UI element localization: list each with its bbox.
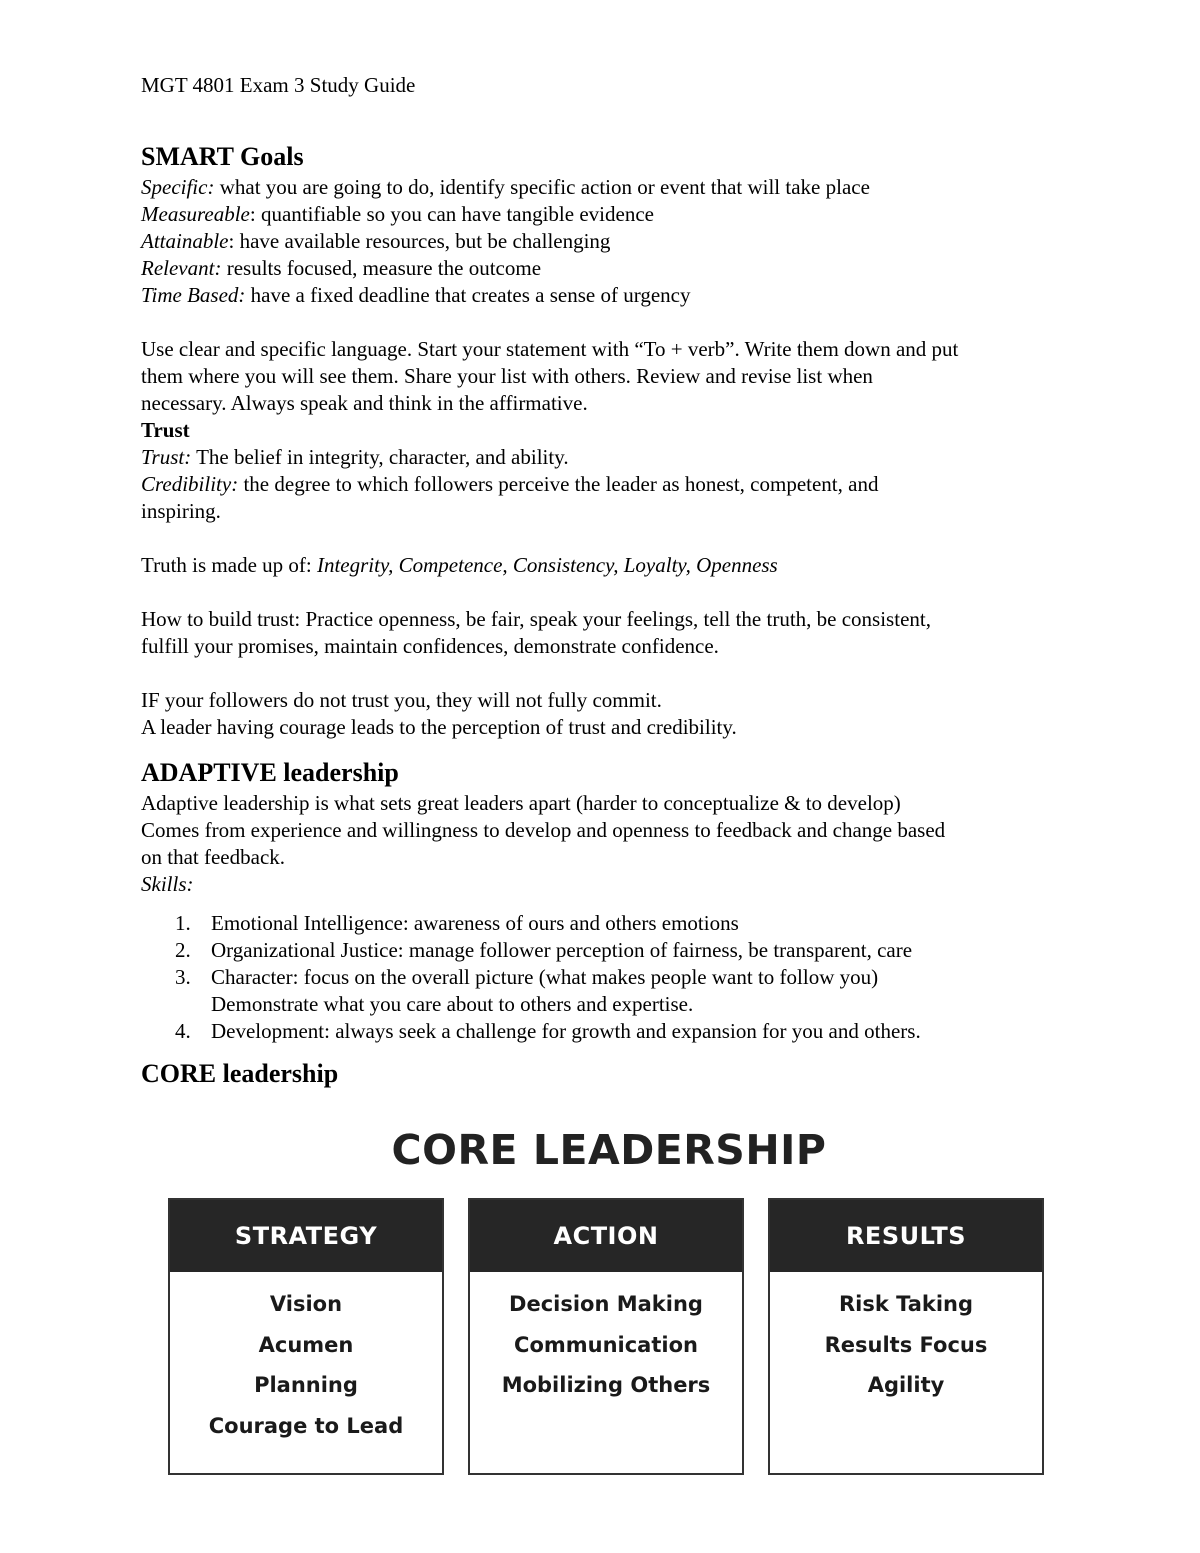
skills-list	[141, 910, 1071, 1045]
action-item: Communication	[514, 1332, 698, 1357]
strategy-item: Vision	[269, 1292, 343, 1316]
smart-paragraph-line-3: necessary. Always speak and think in the affirmative.	[141, 391, 588, 415]
truth-prefix: Truth is made up of:	[141, 553, 317, 577]
document-title: MGT 4801 Exam 3 Study Guide	[141, 73, 416, 97]
credibility-term: Credibility:	[141, 472, 239, 496]
list-number: 2.	[175, 938, 191, 962]
smart-goals-heading: SMART Goals	[141, 142, 304, 171]
smart-time-based	[141, 282, 1071, 309]
smart-specific-text: what you are going to do, identify specific action or event that will take place	[214, 175, 870, 199]
document-page	[141, 70, 1071, 1091]
smart-relevant-text: results focused, measure the outcome	[221, 256, 542, 280]
trust-term: Trust:	[141, 445, 192, 469]
strategy-item: Courage to Lead	[208, 1413, 404, 1438]
smart-time-based-term: Time Based:	[141, 283, 246, 307]
adaptive-line-2: Comes from experience and willingness to develop and openness to feedback and change based	[141, 818, 946, 842]
list-text: Character: focus on the overall picture (what makes people want to follow you)	[211, 965, 879, 989]
trust-text: The belief in integrity, character, and ability.	[191, 445, 569, 469]
list-number: 3.	[175, 965, 191, 989]
truth-items: Integrity, Competence, Consistency, Loyalty, Openness	[316, 553, 778, 577]
results-item: Results Focus	[824, 1332, 988, 1357]
adaptive-leadership-heading: ADAPTIVE leadership	[141, 758, 399, 787]
commit-line-1: IF your followers do not trust you, they will not fully commit.	[141, 688, 662, 712]
list-number: 4.	[175, 1019, 191, 1043]
adaptive-line-3: on that feedback.	[141, 845, 286, 869]
trust-definition	[141, 444, 1071, 471]
list-text: Organizational Justice: manage follower perception of fairness, be transparent, care	[211, 938, 913, 962]
skills-label: Skills:	[141, 872, 194, 896]
list-text: Demonstrate what you care about to others and expertise.	[211, 992, 694, 1016]
smart-measureable-term: Measureable	[141, 202, 250, 226]
commit-line-2: A leader having courage leads to the perception of trust and credibility.	[141, 715, 737, 739]
results-item: Agility	[867, 1373, 945, 1397]
credibility-definition-cont: inspiring.	[141, 499, 221, 523]
smart-time-based-text: have a fixed deadline that creates a sense of urgency	[245, 283, 691, 307]
action-item: Decision Making	[509, 1292, 703, 1316]
results-header: RESULTS	[770, 1200, 1042, 1272]
smart-specific-term: Specific:	[141, 175, 215, 199]
smart-attainable	[141, 228, 1071, 255]
list-item-continuation	[141, 991, 1071, 1018]
list-item	[141, 1018, 1071, 1045]
action-box	[468, 1198, 744, 1475]
smart-attainable-text: : have available resources, but be challenging	[228, 229, 611, 253]
smart-measureable-text: : quantifiable so you can have tangible evidence	[249, 202, 654, 226]
list-item	[141, 910, 1071, 937]
build-trust-line-2: fulfill your promises, maintain confidences, demonstrate confidence.	[141, 634, 719, 658]
smart-relevant	[141, 255, 1071, 282]
adaptive-line-1: Adaptive leadership is what sets great leaders apart (harder to conceptualize & to develop)	[141, 791, 901, 815]
smart-measureable	[141, 201, 1071, 228]
smart-specific	[141, 174, 1071, 201]
build-trust-line-1: How to build trust: Practice openness, be fair, speak your feelings, tell the truth, be consistent,	[141, 607, 931, 631]
smart-attainable-term: Attainable	[141, 229, 229, 253]
smart-paragraph-line-2: them where you will see them. Share your list with others. Review and revise list when	[141, 364, 873, 388]
list-number: 1.	[175, 911, 191, 935]
smart-relevant-term: Relevant:	[141, 256, 222, 280]
list-text: Development: always seek a challenge for growth and expansion for you and others.	[211, 1019, 921, 1043]
results-box	[768, 1198, 1044, 1475]
core-leadership-graphic	[168, 1122, 1050, 1482]
trust-heading: Trust	[141, 418, 190, 442]
core-graphic-title: CORE LEADERSHIP	[391, 1126, 827, 1174]
strategy-item: Planning	[254, 1373, 358, 1397]
smart-paragraph-line-1: Use clear and specific language. Start your statement with “To + verb”. Write them down and put	[141, 337, 959, 361]
action-header: ACTION	[470, 1200, 742, 1272]
credibility-definition	[141, 471, 1071, 498]
list-item	[141, 937, 1071, 964]
list-text: Emotional Intelligence: awareness of ours and others emotions	[211, 911, 739, 935]
action-item: Mobilizing Others	[501, 1373, 711, 1397]
core-leadership-heading: CORE leadership	[141, 1059, 339, 1088]
credibility-text: the degree to which followers perceive the leader as honest, competent, and	[238, 472, 879, 496]
strategy-header: STRATEGY	[170, 1200, 442, 1272]
strategy-box	[168, 1198, 444, 1475]
strategy-item: Acumen	[258, 1332, 354, 1357]
truth-made-up-of	[141, 552, 1071, 579]
list-item	[141, 964, 1071, 991]
results-item: Risk Taking	[838, 1292, 974, 1316]
